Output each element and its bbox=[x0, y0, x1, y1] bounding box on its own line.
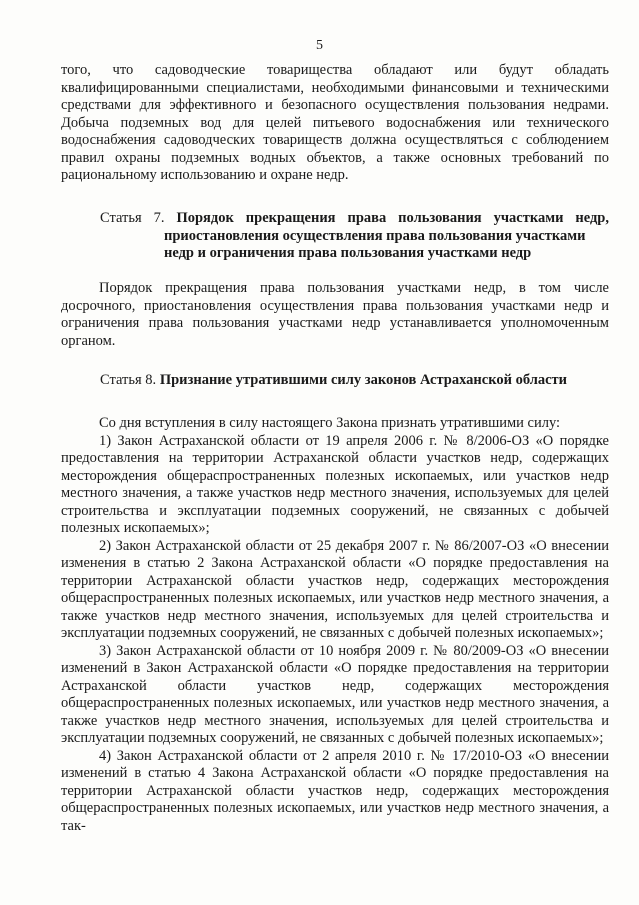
article-8-body bbox=[61, 415, 609, 835]
list-item: 4) Закон Астраханской области от 2 апреля 2010 г. № 17/2010-ОЗ «О внесении изменений в статью 4 Закона Астраханской области «О порядке предоставления на территории Астраханской области участков недр, содержащих месторождения общераспространенных полезных ископаемых, или участков недр местного значения, а так- bbox=[61, 747, 609, 834]
list-item: 3) Закон Астраханской области от 10 ноября 2009 г. № 80/2009-ОЗ «О внесении изменений в Закон Астраханской области «О порядке предоставления на территории Астраханской области участков недр, содержащих месторождения общераспространенных полезных ископаемых, или участков недр местного значения, а также участков недр местного значения, используемых для целей строительства и эксплуатации подземных сооружений, не связанных с добычей полезных ископаемых»; bbox=[61, 642, 609, 746]
article-8-label: Статья 8. bbox=[100, 372, 157, 388]
article-7-body-text: Порядок прекращения права пользования участками недр, в том числе досрочного, приостановления осуществления права пользования участками недр и ограничения права пользования участками недр устанавливается уполномоченным органом. bbox=[61, 280, 609, 349]
intro-paragraph bbox=[61, 62, 609, 185]
article-7-title-line1: Порядок прекращения права пользования участками недр, bbox=[176, 210, 609, 226]
page-number: 5 bbox=[316, 38, 323, 53]
article-7-heading bbox=[100, 210, 609, 263]
article-8-heading bbox=[100, 372, 609, 390]
article-8-title: Признание утратившими силу законов Астраханской области bbox=[159, 372, 568, 388]
list-item: 1) Закон Астраханской области от 19 апреля 2006 г. № 8/2006-ОЗ «О порядке предоставления на территории Астраханской области участков недр, содержащих месторождения общераспространенных полезных ископаемых, или участков недр местного значения, а также участков недр местного значения, используемых для целей строительства и эксплуатации подземных сооружений, не связанных с добычей полезных ископаемых»; bbox=[61, 432, 609, 536]
list-item: 2) Закон Астраханской области от 25 декабря 2007 г. № 86/2007-ОЗ «О внесении изменения в статью 2 Закона Астраханской области «О порядке предоставления на территории Астраханской области участков недр, содержащих месторождения общераспространенных полезных ископаемых, или участков недр местного значения, а также участков недр местного значения, используемых для целей строительства и эксплуатации подземных сооружений, не связанных с добычей полезных ископаемых»; bbox=[61, 537, 609, 641]
intro-text: того, что садоводческие товарищества обладают или будут обладать квалифицированными специалистами, необходимыми финансовыми и техническими средствами для эффективного и безопасного осуществления пользования недрами. Добыча подземных вод для целей питьевого водоснабжения или технического водоснабжения садоводческих товариществ должна осуществляться с соблюдением правил охраны подземных водных объектов, а также основных требований по рациональному использованию и охране недр. bbox=[61, 62, 609, 183]
article-7-title-line2: приостановления осуществления права пользования участками bbox=[164, 227, 586, 244]
article-7-body bbox=[61, 280, 609, 350]
article-7-title-line3: недр и ограничения права пользования участками недр bbox=[164, 245, 532, 261]
article-7-label: Статья 7. bbox=[100, 210, 165, 226]
article-8-lead: Со дня вступления в силу настоящего Закона признать утратившими силу: bbox=[99, 415, 561, 431]
article-7-heading-line1 bbox=[100, 210, 609, 228]
